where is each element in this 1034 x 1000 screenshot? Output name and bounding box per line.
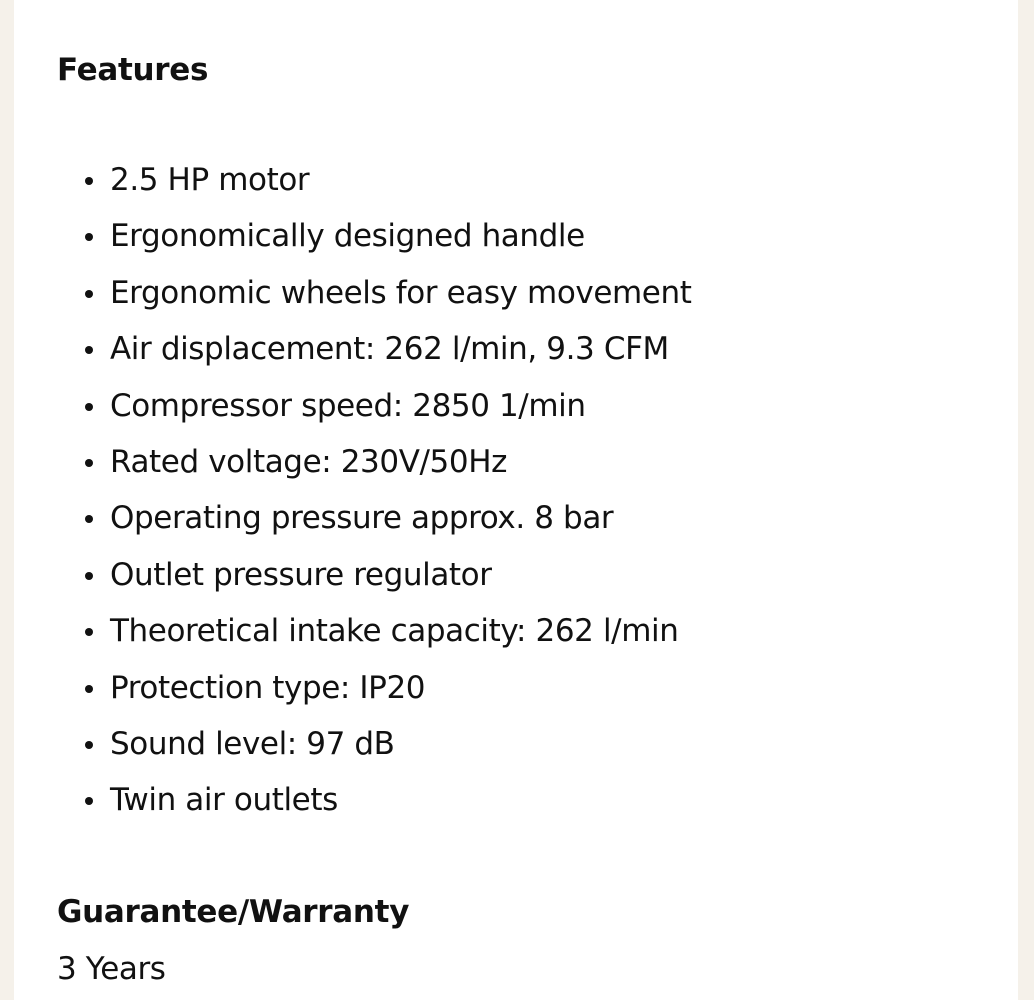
feature-text: Sound level: 97 dB	[110, 725, 395, 762]
feature-text: Rated voltage: 230V/50Hz	[110, 443, 507, 480]
bullet-icon	[85, 177, 93, 185]
bullet-icon	[85, 346, 93, 354]
bullet-icon	[85, 628, 93, 636]
feature-text: Protection type: IP20	[110, 669, 426, 706]
bullet-icon	[85, 797, 93, 805]
features-heading: Features	[57, 52, 209, 88]
feature-text: Air displacement: 262 l/min, 9.3 CFM	[110, 331, 669, 368]
feature-text: Twin air outlets	[110, 782, 338, 819]
feature-text: Compressor speed: 2850 1/min	[110, 387, 586, 424]
feature-text: 2.5 HP motor	[110, 162, 310, 198]
bullet-icon	[85, 233, 93, 241]
feature-text: Outlet pressure regulator	[110, 556, 492, 593]
feature-text: Ergonomically designed handle	[110, 218, 585, 255]
bullet-icon	[85, 572, 93, 580]
bullet-icon	[85, 741, 93, 749]
feature-text: Operating pressure approx. 8 bar	[110, 500, 614, 537]
bullet-icon	[85, 685, 93, 693]
feature-text: Ergonomic wheels for easy movement	[110, 274, 692, 311]
bullet-icon	[85, 515, 93, 523]
product-details-card	[14, 0, 1018, 1000]
warranty-value: 3 Years	[57, 951, 166, 987]
bullet-icon	[85, 459, 93, 467]
bullet-icon	[85, 403, 93, 411]
feature-text: Theoretical intake capacity: 262 l/min	[110, 613, 679, 650]
bullet-icon	[85, 290, 93, 298]
warranty-heading: Guarantee/Warranty	[57, 894, 410, 930]
